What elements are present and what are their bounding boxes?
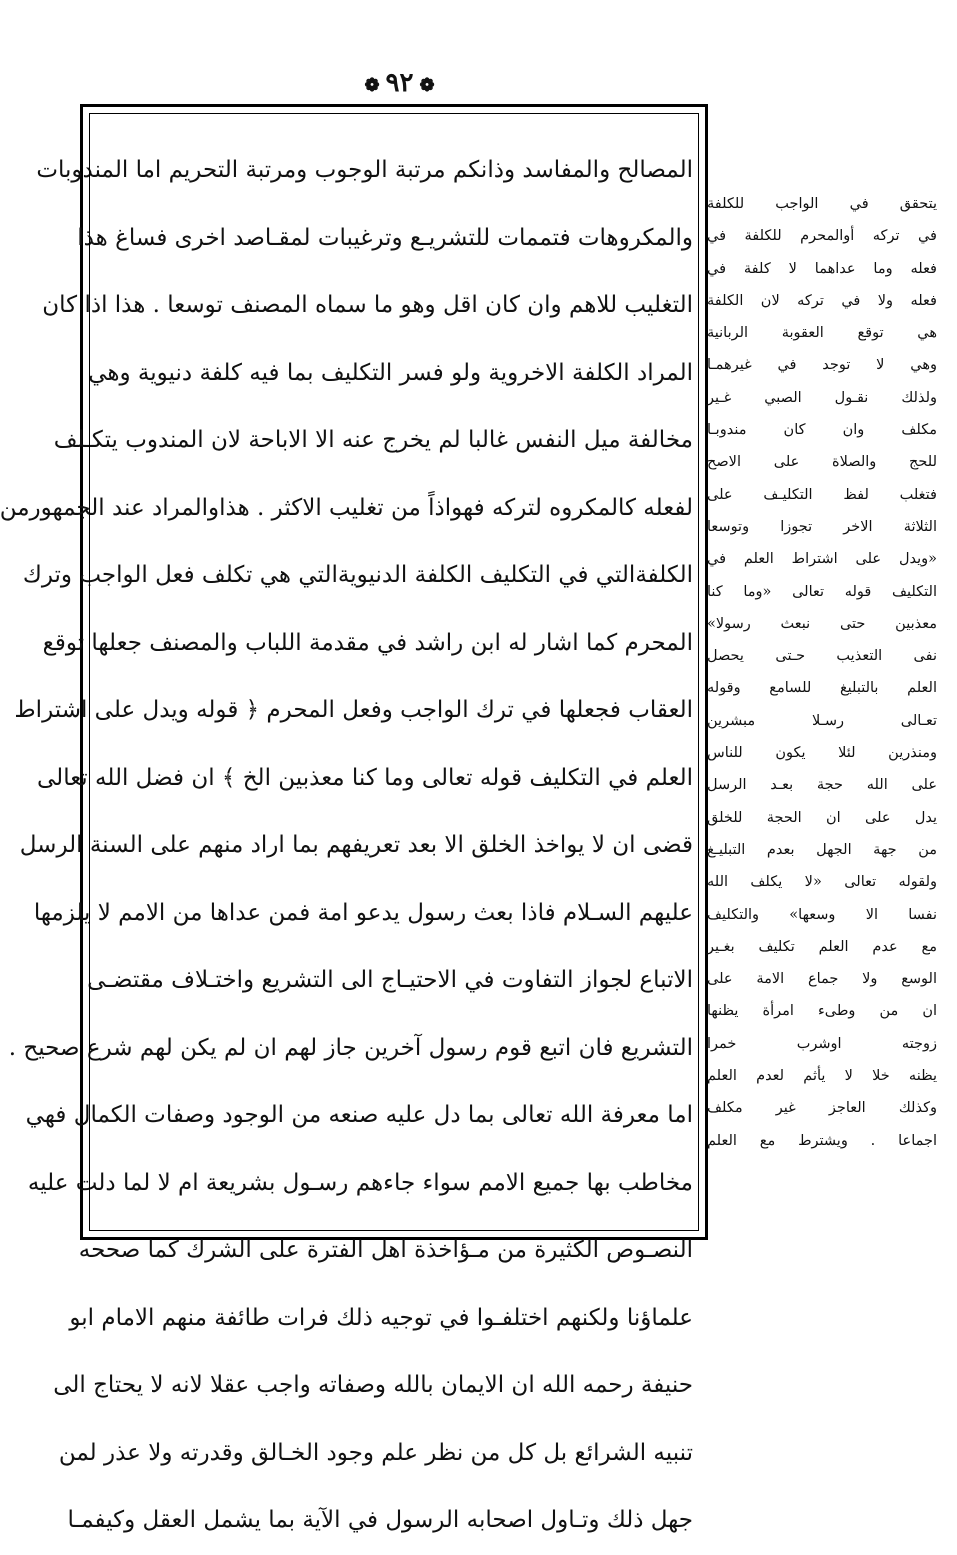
main-text-line: النصـوص الكثيرة من مـؤاخذة اهل الفترة على الشرك كما صححه [78,1237,693,1263]
marginal-line: «ويدل على اشتراط العلم في [707,551,937,568]
marginal-line: هي توقع العقوبة الربانية [707,325,937,342]
main-text-line: تنبيه الشرائع بل كل من نظر علم وجود الخـالق وقدرته ولا عذر لمن [58,1439,693,1466]
marginal-line: نفسا الا وسعها» والتكليف [707,906,937,923]
main-text-line: المصالح والمفاسد وذانكم مرتبة الوجوب ومرتبة التحريم اما المندوبات [36,157,693,183]
main-text-line: العلم في التكليف قوله تعالى وما كنا معذبين الخ ﴾ ان فضل الله تعالى [37,764,693,791]
marginal-line: زوجته اوشرب خمرا [707,1035,937,1052]
marginal-line: في تركه أوالمحرم للكلفة في [707,228,937,245]
main-text-line: العقاب فجعلها في ترك الواجب وفعل المحرم ﴿ قوله ويدل على اشتراط [14,697,693,723]
marginal-line: اجماعا . ويشترط مع العلم [707,1132,937,1149]
marginal-line: مع عدم العلم تكليف بغـير [707,938,937,955]
ornament-left-icon: ❁ [364,75,380,96]
main-text-line: قضى ان لا يواخذ الخلق الا بعد تعريفهم بما اراد منهم على السنة الرسل [19,832,693,858]
main-text-line: التغليب للاهم وان كان اقل وهو ما سماه المصنف توسعا . هذا اذا كان [42,292,693,318]
main-text-line: مخاطب بها جميع الامم سواء جاءهم رسـول بشريعة ام لا لما دلت عليه [27,1169,693,1196]
marginal-line: ولقوله تعالى «لا يكلف الله [707,874,937,891]
marginal-line: يدل على ان الحجة للخلق [707,809,937,826]
marginal-line: للحج والصلاة على الاصح [707,454,937,471]
marginal-line: الوسع ولا جماع الامة على [707,971,937,988]
main-text-line: التشريع فان اتبع قوم رسول آخرين جاز لهم ان لم يكن لهم شرع صحيح . [8,1034,693,1061]
main-text-line: حنيفة رحمه الله ان الايمان بالله وصفاته واجب عقلا لانه لا يحتاج الى [53,1372,693,1398]
marginal-line: فعله ولا في تركه لان الكلفة [707,292,937,309]
marginal-line: وهي لا توجد في غيرهمـا [707,357,937,374]
marginal-line: ان من وطىء امرأة يظنها [707,1003,937,1020]
marginal-line: على الله حجة بعـد الرسل [707,777,937,794]
main-text-line: الكلفةالتي في التكليف الكلفة الدنيويةالتي هي تكلف فعل الواجب وترك [22,562,693,588]
main-text-line: المحرم كما اشار له ابن راشد في مقدمة اللباب والمصنف جعلها توقع [42,629,693,656]
marginal-line: تعـالى رسـلا مبشرين [707,712,937,729]
marginal-line: فعله وما عداهما لا كلفة في [707,260,937,277]
marginal-line: التكليف قوله تعالى «وما كنا [707,583,937,600]
marginal-line: معذبين حتى نبعث رسولا» [707,615,937,632]
main-text-line: علماؤنا ولكنهم اختلفـوا في توجيه ذلك فرات طائفة منهم الامام ابو [69,1304,693,1331]
marginal-line: نفى التعذيب حـتى يحصل [707,648,937,665]
main-text-line: اما معرفة الله تعالى بما دل عليه صنعه من الوجود وصفات الكمال فهي [25,1102,693,1128]
page-number: ٩٢ [385,68,414,98]
marginal-line: فتغلب لفظ التكليـف على [707,486,937,503]
marginal-commentary [707,188,937,1157]
main-text-line: لفعله كالمكروه لتركه فهواذاً من تغليب الاكثر . هذاوالمراد عند الجمهورمن [0,494,693,521]
marginal-line: العلم بالتبليغ للسامع وقوله [707,680,937,697]
main-text-line: جهل ذلك وتـاول اصحابه الرسول في الآية بما يشمل العقل وكيفمـا [67,1507,693,1533]
marginal-line: ومنذرين لئلا يكون للناس [707,745,937,762]
main-text-body [0,137,693,1555]
main-text-frame [0,104,708,1533]
main-text-line: الاتباع لجواز التفاوت في الاحتيـاج الى التشريع واختـلاف مقتضـى [87,967,693,993]
main-text-line: والمكروهات فتممات للتشريـع وترغيبات لمقـاصد اخرى فساغ هذا [77,224,693,251]
marginal-line: يظنه خلا لا يأثم لعدم العلم [707,1068,937,1085]
marginal-line: وكذلك العاجز غير مكلف [707,1100,937,1117]
main-text-line: المراد الكلفة الاخروية ولو فسر التكليف بما فيه كلفة دنيوية وهي [88,359,693,386]
marginal-line: الثلاثة الاخر تجوزا وتوسعا [707,518,937,535]
marginal-line: من جهة الجهل بعدم التبليـغ [707,841,937,858]
marginal-line: ولذلك نقـول الصبي غـير [707,389,937,406]
main-text-line: مخالفة ميل النفس غالبا لم يخرج عنه الا الاباحة لان المندوب يتكـلف [53,427,693,453]
main-text-line: عليهم السـلام فاذا بعث رسول يدعو امة فمن عداها من الامم لا يلزمها [33,899,693,926]
page-header [27,68,772,98]
marginal-line: يتحقق في الواجب للكلفة [707,196,937,212]
ornament-right-icon: ❁ [419,75,435,96]
marginal-line: مكلف وان كان مندوبـا [707,422,937,439]
